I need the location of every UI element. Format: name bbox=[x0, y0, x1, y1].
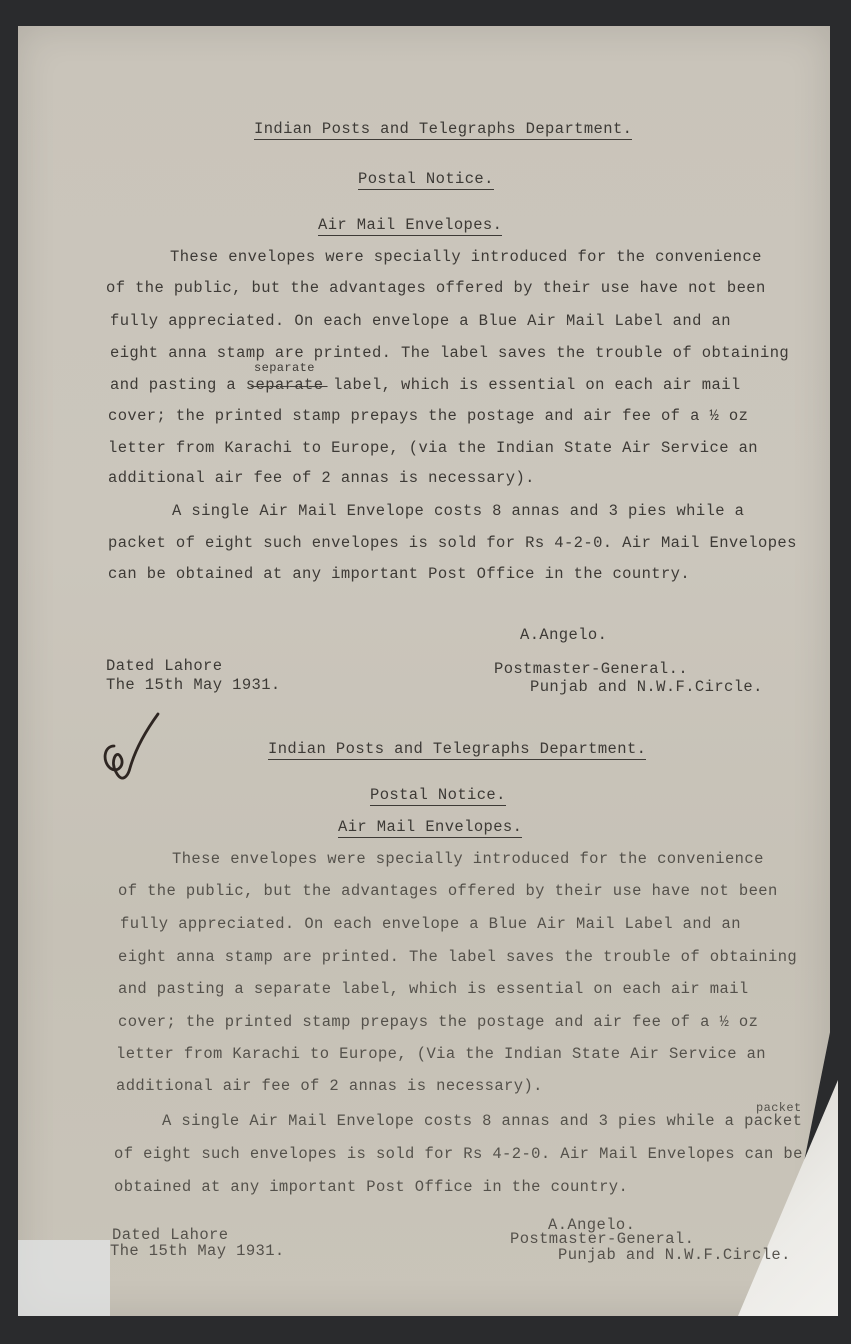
notice-1-p1-line-3: fully appreciated. On each envelope a Blue Air Mail Label and an bbox=[110, 312, 731, 330]
notice-1-correction: separate bbox=[254, 361, 315, 375]
notice-2-p2-line-2: of eight such envelopes is sold for Rs 4-2-0. Air Mail Envelopes can be bbox=[114, 1145, 803, 1163]
notice-2-p1-line-1: These envelopes were specially introduced for the convenience bbox=[172, 850, 764, 868]
notice-2-p1-line-4: eight anna stamp are printed. The label saves the trouble of obtaining bbox=[118, 948, 798, 966]
notice-1-p1-line-8: additional air fee of 2 annas is necessary). bbox=[108, 469, 535, 487]
notice-2-p1-line-8: additional air fee of 2 annas is necessary). bbox=[116, 1077, 543, 1095]
notice-2-p2-line-3: obtained at any important Post Office in the country. bbox=[114, 1178, 629, 1196]
notice-2-p1-line-5: and pasting a separate label, which is essential on each air mail bbox=[118, 980, 749, 998]
notice-1-subject: Air Mail Envelopes. bbox=[318, 216, 503, 234]
notice-1-p2-line-3: can be obtained at any important Post Office in the country. bbox=[108, 565, 691, 583]
notice-2-dated-place: Dated Lahore bbox=[112, 1226, 229, 1244]
notice-2-p1-line-6: cover; the printed stamp prepays the postage and air fee of a ½ oz bbox=[118, 1013, 759, 1031]
notice-2-p1-line-3: fully appreciated. On each envelope a Blue Air Mail Label and an bbox=[120, 915, 741, 933]
notice-1-p1-line-4: eight anna stamp are printed. The label saves the trouble of obtaining bbox=[110, 344, 790, 362]
notice-2-p1-line-2: of the public, but the advantages offered by their use have not been bbox=[118, 882, 778, 900]
notice-2-designation-2: Punjab and N.W.F.Circle. bbox=[558, 1246, 791, 1264]
notice-1-designation-2: Punjab and N.W.F.Circle. bbox=[530, 678, 763, 696]
notice-1-p1-line-7: letter from Karachi to Europe, (via the Indian State Air Service an bbox=[108, 439, 759, 457]
notice-1-designation-1: Postmaster-General.. bbox=[494, 660, 689, 678]
notice-1-p1-line-5: and pasting a s̶e̶p̶a̶r̶a̶t̶e̶ label, which is essential on each air mail bbox=[110, 376, 741, 394]
notice-1-p1-line-1: These envelopes were specially introduced for the convenience bbox=[170, 248, 762, 266]
notice-1-p2-line-2: packet of eight such envelopes is sold for Rs 4-2-0. Air Mail Envelopes bbox=[108, 534, 797, 552]
notice-2-designation-1: Postmaster-General. bbox=[510, 1230, 695, 1248]
notice-1-dated-place: Dated Lahore bbox=[106, 657, 223, 675]
notice-1-p1-line-6: cover; the printed stamp prepays the postage and air fee of a ½ oz bbox=[108, 407, 749, 425]
notice-2-dated-date: The 15th May 1931. bbox=[110, 1242, 285, 1260]
notice-2-title: Postal Notice. bbox=[370, 786, 506, 804]
notice-2-subject: Air Mail Envelopes. bbox=[338, 818, 523, 836]
notice-2-correction: packet bbox=[756, 1101, 802, 1115]
notice-1-title: Postal Notice. bbox=[358, 170, 494, 188]
handwritten-signature bbox=[96, 706, 166, 796]
notice-1-dated-date: The 15th May 1931. bbox=[106, 676, 281, 694]
tape-piece bbox=[18, 1240, 110, 1316]
notice-1-p1-line-2: of the public, but the advantages offered by their use have not been bbox=[106, 279, 766, 297]
notice-1-signatory: A.Angelo. bbox=[520, 626, 608, 644]
notice-1-department: Indian Posts and Telegraphs Department. bbox=[254, 120, 633, 138]
notice-1-p2-line-1: A single Air Mail Envelope costs 8 annas and 3 pies while a bbox=[172, 502, 745, 520]
notice-2-department: Indian Posts and Telegraphs Department. bbox=[268, 740, 647, 758]
notice-2-signatory: A.Angelo. bbox=[548, 1216, 636, 1234]
notice-2-p1-line-7: letter from Karachi to Europe, (Via the Indian State Air Service an bbox=[116, 1045, 767, 1063]
notice-2-p2-line-1: A single Air Mail Envelope costs 8 annas and 3 pies while a packet bbox=[162, 1112, 803, 1130]
